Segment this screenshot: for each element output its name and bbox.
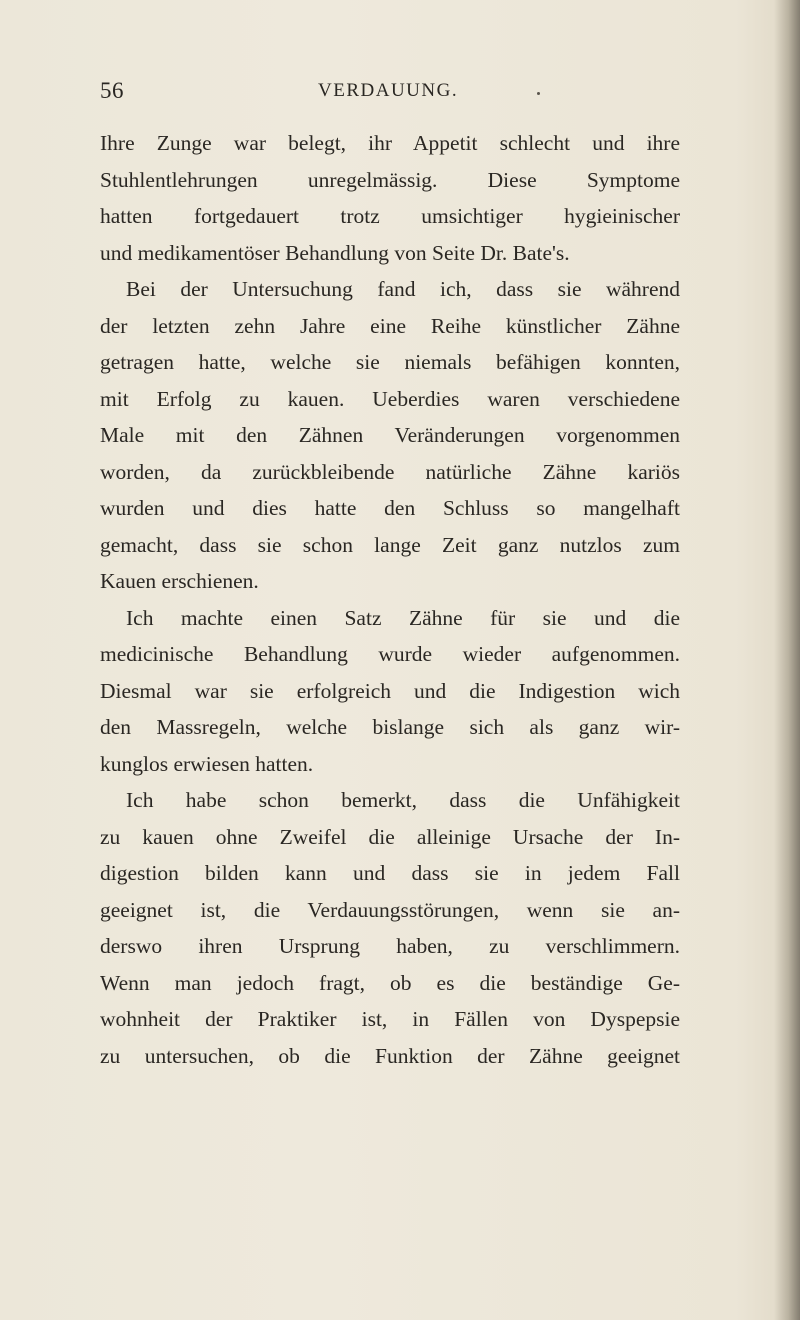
text-line: hatten fortgedauert trotz umsichtiger hygieinischer [100,204,680,228]
text-line: Kauen erschienen. [100,569,259,593]
page-number: 56 [100,78,124,103]
text-line: gemacht, dass sie schon lange Zeit ganz nutzlos zum [100,532,680,557]
text-line: medicinische Behandlung wurde wieder aufgenommen. [100,642,680,666]
text-line: und medikamentöser Behandlung von Seite Dr. Bate's. [100,240,570,265]
text-line: Male mit den Zähnen Veränderungen vorgenommen [100,423,680,447]
text-line: derswo ihren Ursprung haben, zu verschlimmern. [100,934,680,958]
text-line: wurden und dies hatte den Schluss so mangelhaft [100,496,680,520]
text-line: worden, da zurückbleibende natürliche Zähne kariös [100,459,680,484]
running-title: VERDAUUNG. [318,80,459,101]
text-line: Wenn man jedoch fragt, ob es die beständige Ge- [100,970,680,995]
body-text [100,125,680,1074]
page-edge-shadow [774,0,800,1320]
ink-speck [537,92,540,95]
text-line: digestion bilden kann und dass sie in jedem Fall [100,861,680,885]
text-line: der letzten zehn Jahre eine Reihe künstlicher Zähne [100,313,680,338]
text-line: Bei der Untersuchung fand ich, dass sie während [126,277,680,301]
text-line: geeignet ist, die Verdauungsstörungen, wenn sie an- [100,897,680,922]
text-line: wohnheit der Praktiker ist, in Fällen von Dyspepsie [100,1007,680,1031]
page-header [100,78,680,108]
text-line: Stuhlentlehrungen unregelmässig. Diese Symptome [100,167,680,192]
text-line: den Massregeln, welche bislange sich als ganz wir- [100,715,680,739]
text-line: zu kauen ohne Zweifel die alleinige Ursache der In- [100,824,680,849]
text-line: getragen hatte, welche sie niemals befähigen konnten, [100,350,680,374]
text-line: kunglos erwiesen hatten. [100,751,314,776]
text-line: Ich machte einen Satz Zähne für sie und die [126,605,680,630]
text-line: zu untersuchen, ob die Funktion der Zähne geeignet [100,1043,680,1068]
text-line: Ihre Zunge war belegt, ihr Appetit schlecht und ihre [100,131,680,155]
text-line: Diesmal war sie erfolgreich und die Indigestion wich [100,678,680,703]
text-line: mit Erfolg zu kauen. Ueberdies waren verschiedene [100,386,680,411]
text-line: Ich habe schon bemerkt, dass die Unfähigkeit [126,788,680,812]
